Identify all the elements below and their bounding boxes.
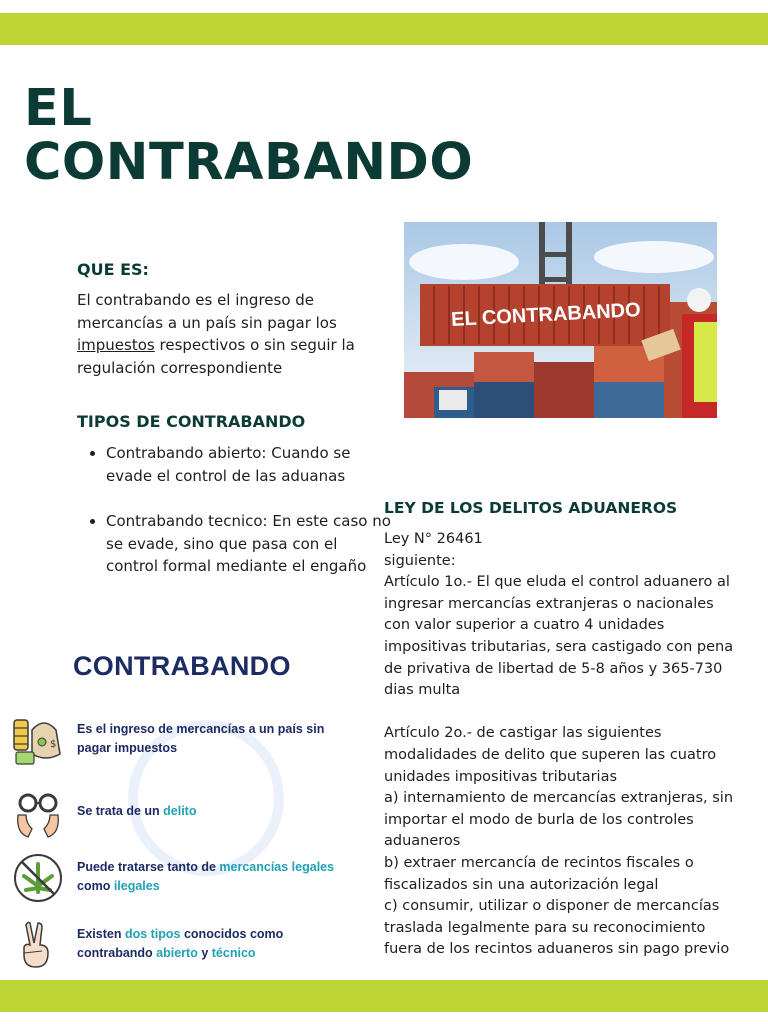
list-item: • Contrabando abierto: Cuando se evade el control de las aduanas — [106, 442, 391, 487]
info-types-conj: y — [197, 945, 212, 960]
info-crime-prefix: Se trata de un — [77, 804, 164, 818]
title-line-1: EL — [24, 79, 93, 138]
infographic-title: CONTRABANDO — [73, 651, 291, 681]
info-types-prefix: Existen — [77, 927, 125, 941]
info-legal-highlight-1: mercancías legales — [219, 860, 335, 874]
cannabis-leaf-icon — [12, 852, 64, 904]
peace-hand-icon — [12, 919, 64, 971]
info-goods-line2: pagar impuestos — [77, 740, 178, 755]
title-line-2: CONTRABANDO — [24, 133, 474, 192]
info-goods-line1: Es el ingreso de mercancías a un país sin — [77, 722, 325, 736]
que-es-text — [77, 289, 367, 379]
info-text-crime — [77, 802, 357, 821]
info-row-legal — [12, 852, 372, 904]
page-title — [24, 79, 474, 192]
top-accent-bar — [0, 13, 768, 45]
que-es-text-start: El contrabando es el ingreso de mercancías a un país sin pagar los — [77, 291, 337, 332]
container-port-photo — [404, 222, 717, 418]
info-legal-highlight-2: ilegales — [113, 878, 160, 893]
tipos-list — [84, 442, 391, 601]
underlined-impuestos: impuestos — [77, 336, 155, 354]
list-item: • Contrabando tecnico: En este caso no se evade, sino que pasa con el control formal mediante el engaño — [106, 510, 391, 578]
ley-text: Ley N° 26461 siguiente: Artículo 1o.- El que eluda el control aduanero al ingresar mercancías extranjeras o nacionales con valor superior a cuatro 4 unidades impositivas tributarias, sera castigado con pena de privativa de libertad de 5-8 años y 365-730 dias multa Artículo 2o.- de castigar las siguientes modalidades de delito que superen las cuatro unidades impositivas tributarias a) internamiento de mercancías extranjeras, sin importar el modo de burla de los controles aduaneros b) extraer mercancía de recintos fiscales o fiscalizados sin una autorización legal c) consumir, utilizar o disponer de mercancías traslada legalmente para su reconocimiento fuera de los recintos aduaneros sin pago previo — [384, 531, 734, 958]
ley-heading: LEY DE LOS DELITOS ADUANEROS — [384, 499, 678, 517]
goods-icon — [12, 714, 64, 766]
container-label: EL CONTRABANDO — [450, 299, 642, 331]
tipos-heading: TIPOS DE CONTRABANDO — [77, 412, 306, 431]
info-row-goods — [12, 714, 372, 766]
bottom-accent-bar — [0, 980, 768, 1012]
info-text-goods — [77, 720, 357, 757]
info-legal-middle: como — [77, 878, 114, 893]
info-types-line2-prefix: contrabando — [77, 945, 157, 960]
info-row-crime — [12, 789, 372, 841]
info-crime-highlight: delito — [163, 804, 197, 818]
handcuffs-icon — [12, 789, 64, 841]
info-row-types — [12, 919, 372, 971]
info-types-highlight-3: técnico — [211, 945, 256, 960]
info-legal-prefix: Puede tratarse tanto de — [77, 860, 220, 874]
info-types-highlight-2: abierto — [156, 945, 198, 960]
info-text-legal — [77, 858, 357, 895]
svg-text:$: $ — [50, 739, 57, 750]
info-text-types — [77, 925, 357, 962]
que-es-heading: QUE ES: — [77, 260, 149, 279]
info-types-highlight-1: dos tipos — [124, 927, 181, 941]
info-types-middle: conocidos como — [180, 927, 284, 941]
que-es-text-end: respectivos o sin seguir la regulación correspondiente — [77, 336, 355, 377]
